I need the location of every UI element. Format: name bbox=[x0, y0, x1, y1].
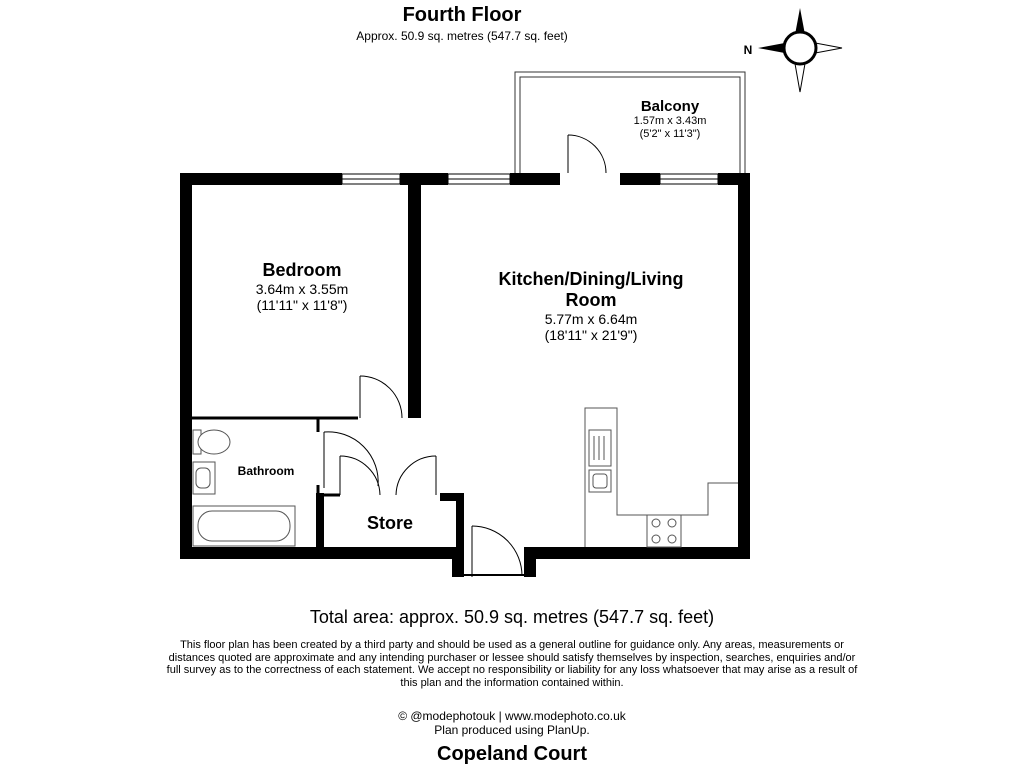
credits-line-2: Plan produced using PlanUp. bbox=[434, 723, 590, 737]
hob-icon bbox=[647, 515, 681, 547]
balcony-imperial: (5'2" x 11'3") bbox=[639, 128, 701, 140]
compass-letter: N bbox=[743, 43, 753, 57]
bedroom-metric: 3.64m x 3.55m bbox=[255, 281, 349, 297]
bathtub-icon bbox=[193, 506, 295, 546]
building-name: Copeland Court bbox=[437, 743, 587, 765]
kitchen-name-line1: Kitchen/Dining/Living bbox=[498, 269, 684, 289]
washbasin-icon bbox=[193, 462, 215, 494]
disclaimer: This floor plan has been created by a third party and should be used as a general outline for guidance only. Any areas, measurements or distances quoted are approximate and any intending purchaser or lessee should satisfy themselves by inspection, searches, enquiries and/or full survey as to the correctness of each statement. We accept no responsibility or liability for any loss whatsoever that may arise as a result of this plan and the information contained within. bbox=[166, 639, 858, 689]
toilet-icon bbox=[193, 430, 230, 454]
kitchen-units bbox=[585, 408, 738, 547]
kitchen-imperial: (18'11" x 21'9") bbox=[544, 327, 638, 343]
balcony-outline bbox=[515, 72, 745, 173]
total-area: Total area: approx. 50.9 sq. metres (547.7 sq. feet) bbox=[309, 607, 715, 627]
floor-title: Fourth Floor bbox=[402, 4, 522, 26]
compass-rose-icon bbox=[744, 8, 842, 92]
store-name: Store bbox=[366, 513, 414, 533]
balcony-name: Balcony bbox=[640, 98, 700, 115]
kitchen-name-line2: Room bbox=[565, 290, 617, 310]
floor-area: Approx. 50.9 sq. metres (547.7 sq. feet) bbox=[356, 29, 568, 43]
bathroom-fixtures bbox=[193, 430, 295, 546]
kitchen-metric: 5.77m x 6.64m bbox=[544, 311, 638, 327]
bathroom-name: Bathroom bbox=[237, 464, 295, 478]
room-labels bbox=[238, 98, 707, 533]
thin-partitions bbox=[192, 418, 358, 495]
bedroom-imperial: (11'11" x 11'8") bbox=[256, 297, 348, 313]
credits-line-1: © @modephotouk | www.modephoto.co.uk bbox=[398, 709, 626, 723]
credits bbox=[312, 709, 712, 737]
balcony-metric: 1.57m x 3.43m bbox=[633, 115, 707, 127]
bedroom-name: Bedroom bbox=[262, 260, 342, 280]
doors bbox=[324, 135, 606, 577]
